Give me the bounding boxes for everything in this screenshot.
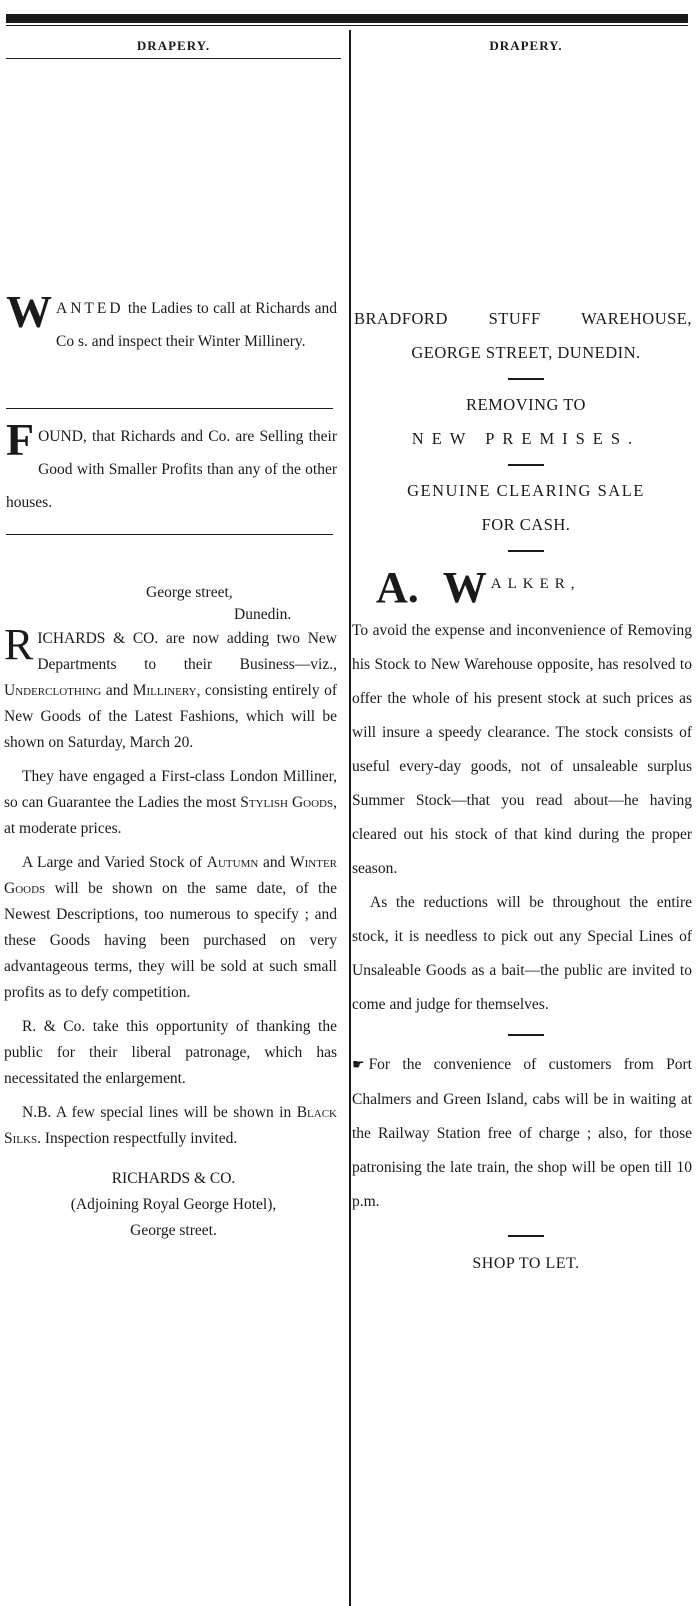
ad-found-text: that Richards and Co. are Selling their Good with Smaller Profits than any of the other houses. xyxy=(6,428,337,511)
walker-big-w: W xyxy=(442,563,487,612)
ad-richards-p2-end: , at moderate prices. xyxy=(4,794,337,837)
ad-richards xyxy=(0,582,347,1244)
ad-separator-1 xyxy=(6,408,333,409)
ad-richards-para-4: R. & Co. take this opportunity of thanking the public for their liberal patronage, which has necessitated the enlargement. xyxy=(4,1018,337,1087)
ad-wanted-first-word: ANTED xyxy=(56,300,124,317)
bradford-body-3 xyxy=(352,1048,700,1219)
left-column xyxy=(0,30,347,1239)
ad-found-rule-wrap xyxy=(0,534,347,535)
bradford-body-1: To avoid the expense and inconvenience of Removing his Stock to New Warehouse opposite, has resolved to offer the whole of his present stock at such prices as will insure a speedy clearance. The stock consists of useful every-day goods, not of unsaleable surplus Summer Stock—that you read about—he having cleared out his stock of that kind during the proper season. xyxy=(352,622,692,877)
ad-richards-p2-stylish: Stylish Goods xyxy=(240,794,334,811)
ad-richards-signature xyxy=(0,1166,347,1244)
walker-name xyxy=(352,562,700,614)
bradford-body-3-text: For the convenience of customers from Port Chalmers and Green Island, cabs will be in waiting at the Railway Station free of charge ; also, for those patronising the late train, the shop will be open till 10 p.m. xyxy=(352,1056,692,1210)
bradford-rule-4 xyxy=(508,1034,544,1036)
walker-initial: A. xyxy=(376,563,419,612)
ad-richards-dropcap: R xyxy=(4,620,34,669)
ad-richards-para-3 xyxy=(0,850,347,1006)
ad-richards-p5-end: . Inspection respectfully invited. xyxy=(37,1130,238,1147)
bradford-title: BRADFORD STUFF WAREHOUSE, xyxy=(354,309,692,328)
bradford-removing: REMOVING TO xyxy=(466,395,586,414)
ad-richards-p1-millinery: Millinery xyxy=(132,682,197,699)
ad-richards-para-2 xyxy=(0,764,347,842)
left-heading: DRAPERY. xyxy=(136,38,211,53)
walker-rest: ALKER, xyxy=(490,576,581,592)
bradford-clearing-sale: GENUINE CLEARING SALE xyxy=(407,481,645,500)
ad-richards-address-2: Dunedin. xyxy=(234,606,292,623)
ad-separator-2 xyxy=(6,534,333,535)
ad-wanted-rule-wrap xyxy=(0,408,347,409)
bradford-rule-2 xyxy=(508,464,544,466)
ad-richards-p3-end: will be shown on the same date, of the Newest Descriptions, too numerous to specify ; and these Goods having been purchased on very advantageous terms, they will be sold at such small profits as to defy competition. xyxy=(4,880,337,1001)
bradford-for-cash: FOR CASH. xyxy=(481,515,571,534)
right-heading: DRAPERY. xyxy=(489,38,563,53)
ad-richards-p1-start: ICHARDS & CO. are now adding two New Departments to their Business—viz., xyxy=(37,630,337,673)
bradford-rule-3 xyxy=(508,550,544,552)
ad-richards-para-1 xyxy=(0,620,347,756)
ad-found-dropcap: F xyxy=(6,414,35,465)
ad-richards-p3-autumn: Autumn xyxy=(206,854,259,871)
top-heavy-rule xyxy=(6,14,688,23)
ad-richards-p3-mid: and xyxy=(258,854,290,871)
ad-wanted-text: the Ladies to call at Richards and Co s. and inspect their Winter Millinery. xyxy=(56,300,338,350)
ad-richards-p1-underclothing: Underclothing xyxy=(4,682,102,699)
bradford-address: GEORGE STREET, DUNEDIN. xyxy=(411,343,641,362)
ad-richards-sign-street: George street. xyxy=(130,1222,217,1239)
ad-richards-para-5 xyxy=(0,1100,347,1152)
ad-richards-p5-start: N.B. A few special lines will be shown in xyxy=(22,1104,297,1121)
ad-wanted xyxy=(0,286,347,358)
bradford-rule-1 xyxy=(508,378,544,380)
pointing-hand-icon: ☛ xyxy=(352,1058,365,1073)
shop-to-let: SHOP TO LET. xyxy=(472,1255,580,1272)
bradford-new-premises: NEW PREMISES. xyxy=(411,429,641,448)
left-heading-rule xyxy=(6,58,341,59)
ad-richards-p3-start: A Large and Varied Stock of xyxy=(22,854,207,871)
ad-richards-sign-location: (Adjoining Royal George Hotel), xyxy=(70,1196,277,1213)
ad-found-first-word: OUND, xyxy=(38,428,87,445)
ad-richards-p1-end: , consisting entirely of New Goods of the Latest Fashions, which will be shown on Saturday, March 20. xyxy=(4,682,337,751)
ad-bradford xyxy=(352,302,700,1281)
top-thin-rule xyxy=(6,25,688,26)
bradford-rule-5 xyxy=(508,1235,544,1237)
bradford-body-2: As the reductions will be throughout the entire stock, it is needless to pick out any Special Lines of Unsaleable Goods as a bait—the public are invited to come and judge for themselves. xyxy=(352,894,692,1013)
ad-richards-sign-name: RICHARDS & CO. xyxy=(111,1170,236,1187)
ad-richards-p5-black-silks: Black Silks xyxy=(4,1104,337,1147)
ad-richards-p2-start: They have engaged a First-class London Milliner, so can Guarantee the Ladies the most xyxy=(4,768,337,811)
ad-wanted-dropcap: W xyxy=(6,286,52,337)
ad-found xyxy=(0,414,347,519)
ad-richards-p1-mid: and xyxy=(101,682,133,699)
right-column xyxy=(352,30,700,1272)
ad-richards-p3-winter: Winter Goods xyxy=(4,854,337,897)
ad-richards-address-1: George street, xyxy=(146,584,233,601)
column-divider xyxy=(349,30,351,1606)
